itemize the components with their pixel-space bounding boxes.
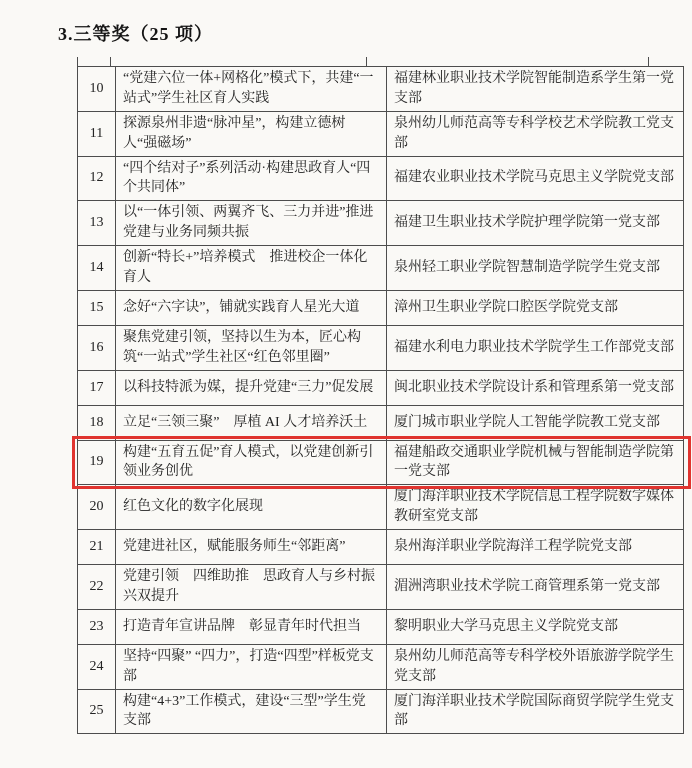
project-cell: 党建进社区，赋能服务师生“邻距离” <box>116 530 387 565</box>
project-cell: 坚持“四聚” “四力”，打造“四型”样板党支部 <box>116 644 387 689</box>
row-number-cell: 10 <box>78 67 116 112</box>
org-cell: 福建卫生职业技术学院护理学院第一党支部 <box>387 201 684 246</box>
org-cell: 泉州幼儿师范高等专科学校艺术学院教工党支部 <box>387 111 684 156</box>
table-row <box>78 609 684 644</box>
project-cell: 构建“五育五促”育人模式，以党建创新引领业务创优 <box>116 440 387 485</box>
project-cell: 打造青年宣讲品牌 彰显青年时代担当 <box>116 609 387 644</box>
table-row <box>78 325 684 370</box>
row-number-cell: 20 <box>78 485 116 530</box>
page-title: 3.三等奖（25 项） <box>58 24 213 44</box>
org-cell: 福建农业职业技术学院马克思主义学院党支部 <box>387 156 684 201</box>
row-number-cell: 18 <box>78 405 116 440</box>
project-cell: 聚焦党建引领，坚持以生为本，匠心构筑“一站式”学生社区“红色邻里圈” <box>116 325 387 370</box>
org-cell: 泉州轻工职业学院智慧制造学院学生党支部 <box>387 246 684 291</box>
project-cell: 构建“4+3”工作模式，建设“三型”学生党支部 <box>116 689 387 734</box>
highlighted-row <box>78 440 684 485</box>
table-row <box>78 485 684 530</box>
table-row <box>78 246 684 291</box>
project-cell: “四个结对子”系列活动·构建思政育人“四个共同体” <box>116 156 387 201</box>
org-cell: 泉州幼儿师范高等专科学校外语旅游学院学生党支部 <box>387 644 684 689</box>
project-cell: 党建引领 四维助推 思政育人与乡村振兴双提升 <box>116 565 387 610</box>
row-number-cell: 13 <box>78 201 116 246</box>
table-row <box>78 201 684 246</box>
table-row <box>78 530 684 565</box>
org-cell: 湄洲湾职业技术学院工商管理系第一党支部 <box>387 565 684 610</box>
org-cell: 福建船政交通职业学院机械与智能制造学院第一党支部 <box>387 440 684 485</box>
org-cell: 黎明职业大学马克思主义学院党支部 <box>387 609 684 644</box>
table-row <box>78 644 684 689</box>
org-cell: 福建林业职业技术学院智能制造系学生第一党支部 <box>387 67 684 112</box>
row-number-cell: 11 <box>78 111 116 156</box>
project-cell: 探源泉州非遗“脉冲星”，构建立德树人“强磁场” <box>116 111 387 156</box>
row-number-cell: 16 <box>78 325 116 370</box>
table-row <box>78 405 684 440</box>
table-row <box>78 156 684 201</box>
org-cell: 厦门海洋职业技术学院信息工程学院数字媒体教研室党支部 <box>387 485 684 530</box>
row-number-cell: 19 <box>78 440 116 485</box>
project-cell: 红色文化的数字化展现 <box>116 485 387 530</box>
award-table <box>77 66 684 734</box>
row-number-cell: 12 <box>78 156 116 201</box>
table-row <box>78 290 684 325</box>
org-cell: 厦门海洋职业技术学院国际商贸学院学生党支部 <box>387 689 684 734</box>
org-cell: 漳州卫生职业学院口腔医学院党支部 <box>387 290 684 325</box>
table-row <box>78 111 684 156</box>
table-row <box>78 67 684 112</box>
org-cell: 闽北职业技术学院设计系和管理系第一党支部 <box>387 370 684 405</box>
project-cell: 以“一体引领、两翼齐飞、三力并进”推进党建与业务同频共振 <box>116 201 387 246</box>
row-number-cell: 25 <box>78 689 116 734</box>
row-number-cell: 24 <box>78 644 116 689</box>
table-row <box>78 370 684 405</box>
row-number-cell: 23 <box>78 609 116 644</box>
org-cell: 泉州海洋职业学院海洋工程学院党支部 <box>387 530 684 565</box>
row-number-cell: 17 <box>78 370 116 405</box>
row-number-cell: 21 <box>78 530 116 565</box>
org-cell: 福建水利电力职业技术学院学生工作部党支部 <box>387 325 684 370</box>
project-cell: 念好“六字诀”，铺就实践育人星光大道 <box>116 290 387 325</box>
project-cell: 立足“三领三聚” 厚植 AI 人才培养沃土 <box>116 405 387 440</box>
table-row <box>78 689 684 734</box>
table-row <box>78 565 684 610</box>
row-number-cell: 15 <box>78 290 116 325</box>
project-cell: “党建六位一体+网格化”模式下，共建“一站式”学生社区育人实践 <box>116 67 387 112</box>
row-number-cell: 22 <box>78 565 116 610</box>
project-cell: 以科技特派为媒，提升党建“三力”促发展 <box>116 370 387 405</box>
row-number-cell: 14 <box>78 246 116 291</box>
org-cell: 厦门城市职业学院人工智能学院教工党支部 <box>387 405 684 440</box>
project-cell: 创新“特长+”培养模式 推进校企一体化育人 <box>116 246 387 291</box>
